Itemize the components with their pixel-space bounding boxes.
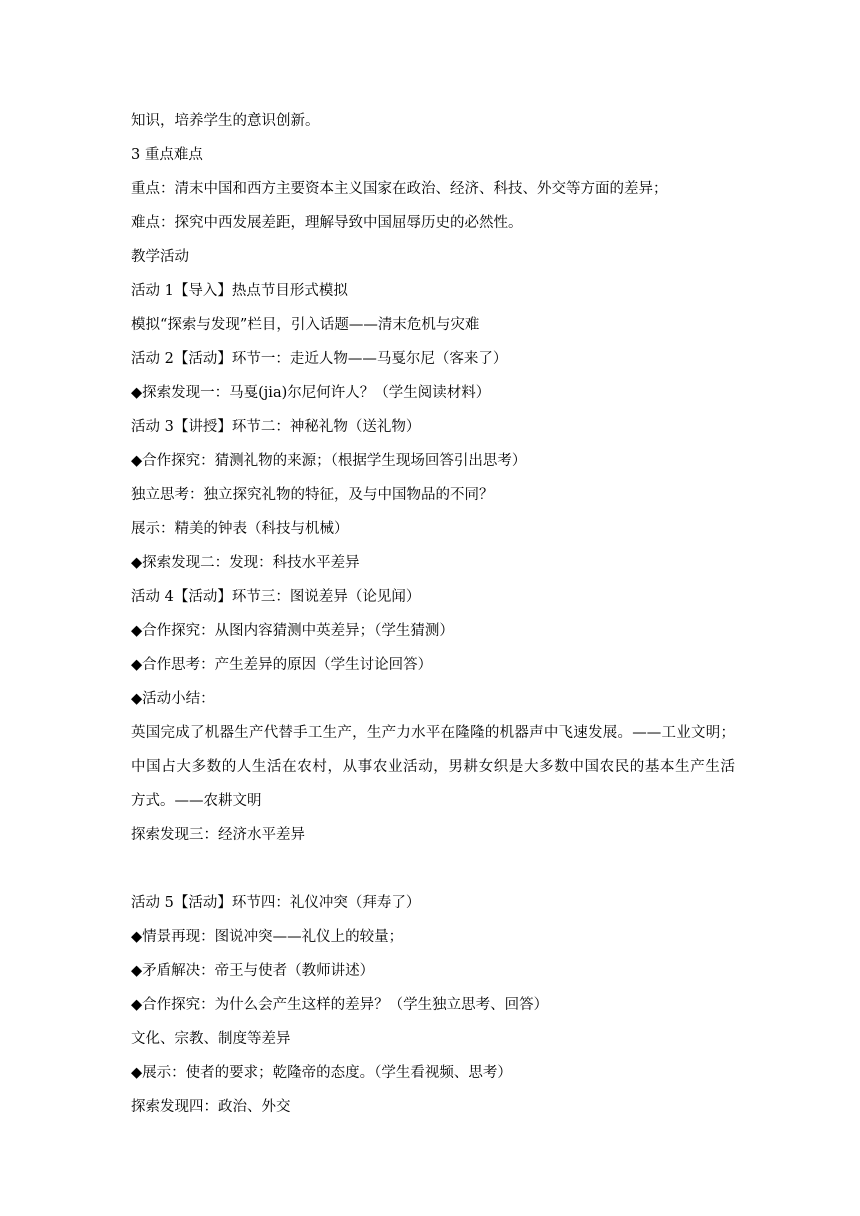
text-line: 独立思考：独立探究礼物的特征，及与中国物品的不同？ [131, 487, 494, 503]
document-page [131, 111, 741, 1131]
text-line: 难点：探究中西发展差距，理解导致中国屈辱历史的必然性。 [131, 215, 523, 231]
bullet-line: ◆合作探究：为什么会产生这样的差异？（学生独立思考、回答） [131, 997, 549, 1013]
text-line: 探索发现三：经济水平差异 [131, 827, 305, 843]
bullet-line: ◆活动小结： [131, 691, 215, 707]
text-line: 模拟“探索与发现”栏目，引入话题——清末危机与灾难 [131, 317, 480, 333]
text-line: 方式。——农耕文明 [131, 793, 262, 809]
bullet-line: ◆合作思考：产生差异的原因（学生讨论回答） [131, 657, 433, 673]
section-heading: 3 重点难点 [131, 147, 203, 163]
bullet-line: ◆探索发现一：马戛(jia)尔尼何许人？（学生阅读材料） [131, 385, 491, 401]
bullet-line: ◆展示：使者的要求；乾隆帝的态度。（学生看视频、思考） [131, 1065, 512, 1081]
text-line: 知识，培养学生的意识创新。 [131, 113, 320, 129]
bullet-line: ◆情景再现：图说冲突——礼仪上的较量； [131, 929, 404, 945]
activity-heading: 活动 4【活动】环节三：图说差异（论见闻） [131, 589, 421, 605]
bullet-line: ◆探索发现二：发现：科技水平差异 [131, 555, 360, 571]
text-line: 重点：清末中国和西方主要资本主义国家在政治、经济、科技、外交等方面的差异； [131, 181, 668, 197]
bullet-line: ◆合作探究：猜测礼物的来源；（根据学生现场回答引出思考） [131, 453, 527, 469]
text-line: 探索发现四：政治、外交 [131, 1099, 291, 1115]
activity-heading: 活动 3【讲授】环节二：神秘礼物（送礼物） [131, 419, 421, 435]
activity-heading: 活动 1【导入】热点节目形式模拟 [131, 283, 348, 299]
bullet-line: ◆矛盾解决：帝王与使者（教师讲述） [131, 963, 375, 979]
text-line: 展示：精美的钟表（科技与机械） [131, 521, 349, 537]
text-line: 英国完成了机器生产代替手工生产，生产力水平在隆隆的机器声中飞速发展。——工业文明； [131, 725, 735, 741]
bullet-line: ◆合作探究：从图内容猜测中英差异；（学生猜测） [131, 623, 454, 639]
text-line: 文化、宗教、制度等差异 [131, 1031, 291, 1047]
activity-heading: 活动 5【活动】环节四：礼仪冲突（拜寿了） [131, 895, 421, 911]
activity-heading: 活动 2【活动】环节一：走近人物——马戛尔尼（客来了） [131, 351, 508, 367]
text-line: 中国占大多数的人生活在农村，从事农业活动，男耕女织是大多数中国农民的基本生产生活 [131, 759, 735, 775]
section-heading: 教学活动 [131, 249, 189, 265]
paragraph-gap [131, 859, 741, 893]
